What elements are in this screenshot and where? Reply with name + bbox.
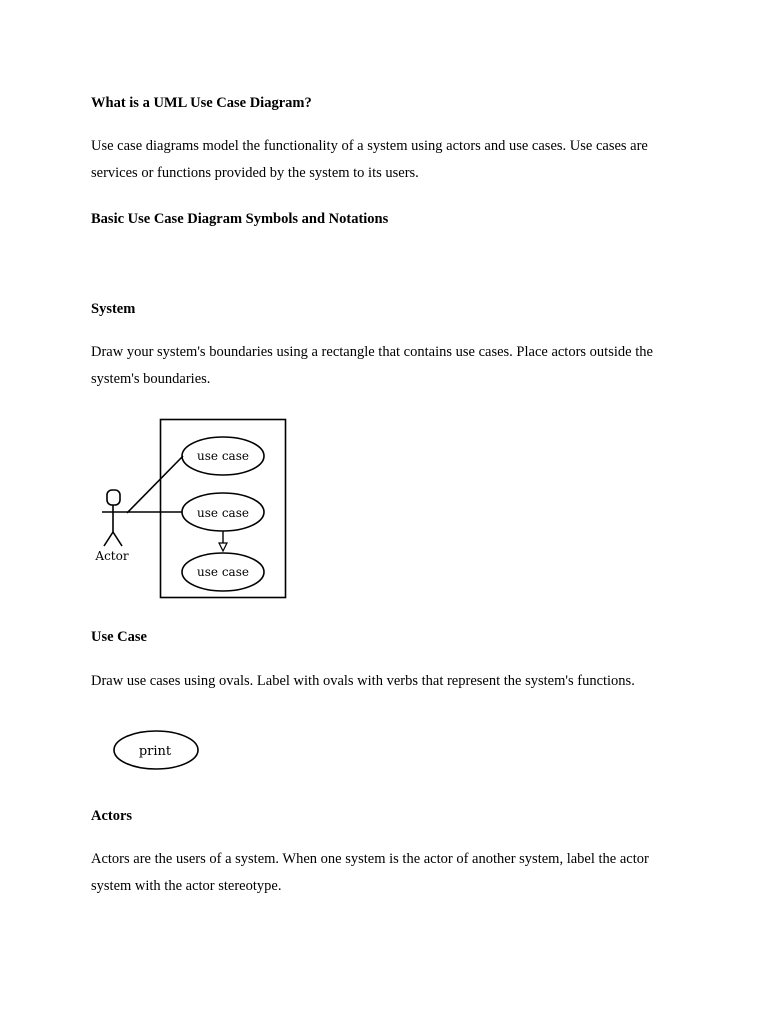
use-case-label-1: use case	[197, 449, 249, 463]
actors-paragraph: Actors are the users of a system. When one system is the actor of another system, label the actor system with the actor stereotype.	[91, 851, 649, 894]
system-diagram	[90, 412, 300, 607]
actors-heading: Actors	[91, 808, 133, 824]
intro-paragraph: Use case diagrams model the functionality of a system using actors and use cases. Use cases are services or functions provided by the system to its users.	[91, 138, 648, 181]
system-heading: System	[91, 301, 136, 317]
symbols-heading: Basic Use Case Diagram Symbols and Notations	[91, 211, 389, 227]
actor-figure	[102, 490, 127, 546]
use-case-label-3: use case	[197, 565, 249, 579]
association-line-1	[127, 456, 183, 513]
system-paragraph: Draw your system's boundaries using a rectangle that contains use cases. Place actors outside the system's boundaries.	[91, 344, 653, 387]
usecase-example-diagram	[108, 726, 206, 776]
include-arrow-head	[219, 543, 227, 551]
intro-heading: What is a UML Use Case Diagram?	[91, 95, 312, 111]
print-use-case-label: print	[138, 744, 172, 759]
use-case-label-2: use case	[197, 506, 249, 520]
usecase-heading: Use Case	[91, 629, 147, 645]
actor-label: Actor	[95, 549, 129, 563]
usecase-paragraph: Draw use cases using ovals. Label with ovals with verbs that represent the system's functions.	[91, 673, 635, 689]
